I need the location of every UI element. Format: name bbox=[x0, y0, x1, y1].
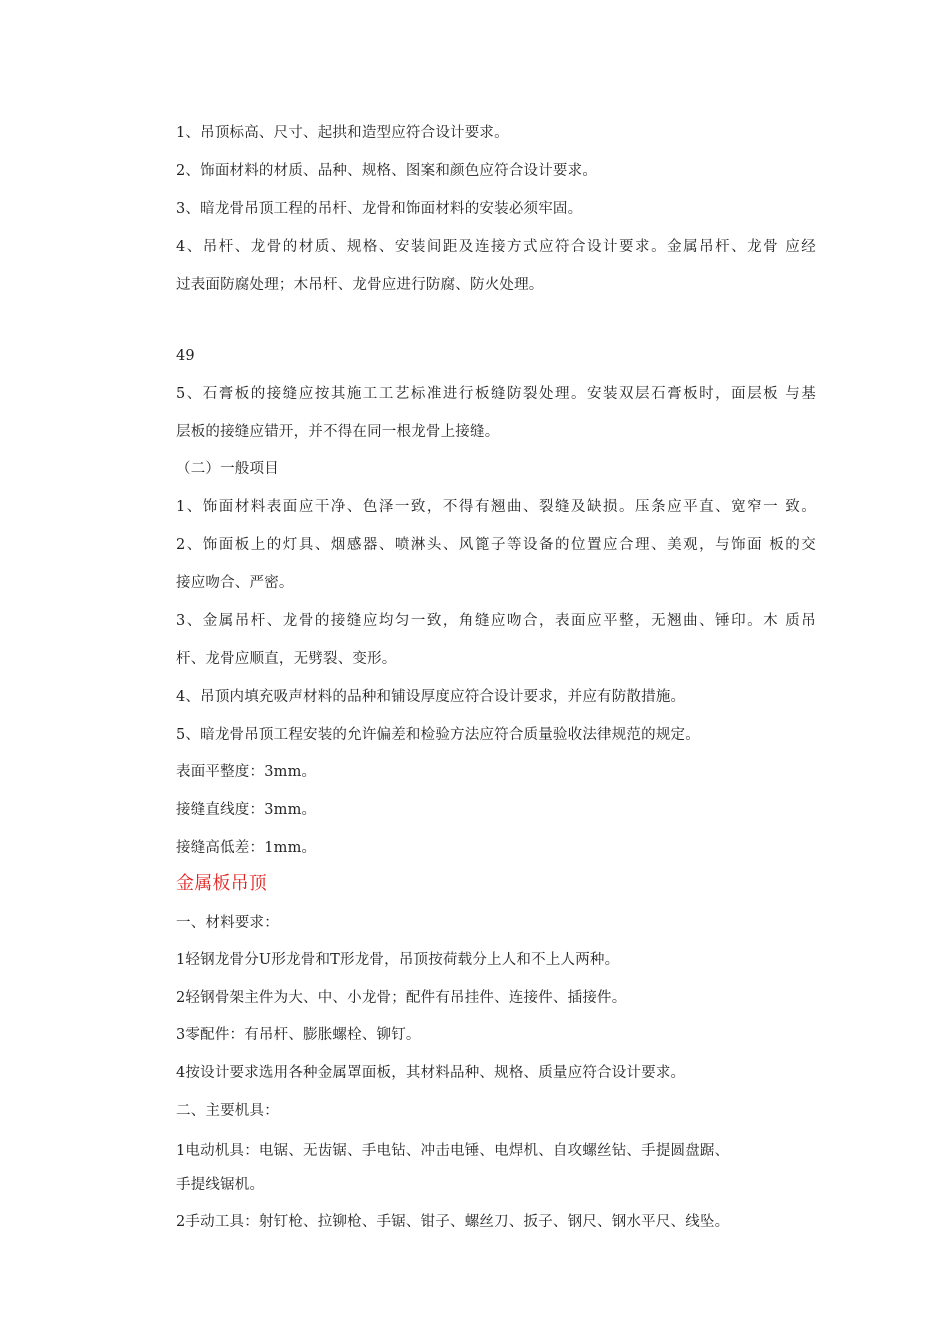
general-item-3-line-1: 3、金属吊杆、龙骨的接缝应均匀一致，角缝应吻合，表面应平整，无翘曲、锤印。木 质吊 bbox=[176, 613, 816, 629]
main-item-4-line-2: 过表面防腐处理；木吊杆、龙骨应进行防腐、防火处理。 bbox=[176, 277, 544, 293]
main-item-1: 1、吊顶标高、尺寸、起拱和造型应符合设计要求。 bbox=[176, 125, 509, 141]
materials-item-3: 3零配件：有吊杆、膨胀螺栓、铆钉。 bbox=[176, 1027, 421, 1043]
materials-item-1: 1轻钢龙骨分U形龙骨和T形龙骨，吊顶按荷载分上人和不上人两种。 bbox=[176, 952, 620, 968]
general-items-heading: （二）一般项目 bbox=[176, 461, 279, 477]
tools-heading: 二、主要机具： bbox=[176, 1103, 279, 1119]
tolerance-joint-straightness: 接缝直线度：3mm。 bbox=[176, 802, 317, 818]
main-item-5-line-1: 5、石膏板的接缝应按其施工工艺标准进行板缝防裂处理。安装双层石膏板时，面层板 与基 bbox=[176, 386, 816, 402]
general-item-2-line-2: 接应吻合、严密。 bbox=[176, 575, 294, 591]
page-number: 49 bbox=[176, 348, 195, 364]
general-item-4: 4、吊顶内填充吸声材料的品种和铺设厚度应符合设计要求，并应有防散措施。 bbox=[176, 689, 686, 705]
tools-item-1-line-2: 手提线锯机。 bbox=[176, 1177, 265, 1193]
tolerance-joint-height: 接缝高低差：1mm。 bbox=[176, 840, 317, 856]
section-title: 金属板吊顶 bbox=[176, 873, 267, 894]
tools-item-2: 2手动工具：射钉枪、拉铆枪、手锯、钳子、螺丝刀、扳子、钢尺、钢水平尺、线坠。 bbox=[176, 1214, 730, 1230]
main-item-3: 3、暗龙骨吊顶工程的吊杆、龙骨和饰面材料的安装必须牢固。 bbox=[176, 201, 583, 217]
general-item-5: 5、暗龙骨吊顶工程安装的允许偏差和检验方法应符合质量验收法律规范的规定。 bbox=[176, 727, 700, 743]
main-item-5-line-2: 层板的接缝应错开，并不得在同一根龙骨上接缝。 bbox=[176, 424, 500, 440]
general-item-3-line-2: 杆、龙骨应顺直，无劈裂、变形。 bbox=[176, 651, 397, 667]
materials-heading: 一、材料要求： bbox=[176, 915, 279, 931]
main-item-4-line-1: 4、吊杆、龙骨的材质、规格、安装间距及连接方式应符合设计要求。金属吊杆、龙骨 应经 bbox=[176, 239, 816, 255]
tolerance-flatness: 表面平整度：3mm。 bbox=[176, 764, 317, 780]
general-item-1: 1、饰面材料表面应干净、色泽一致，不得有翘曲、裂缝及缺损。压条应平直、宽窄一 致。 bbox=[176, 499, 816, 515]
main-item-2: 2、饰面材料的材质、品种、规格、图案和颜色应符合设计要求。 bbox=[176, 163, 598, 179]
materials-item-4: 4按设计要求选用各种金属罩面板，其材料品种、规格、质量应符合设计要求。 bbox=[176, 1065, 686, 1081]
materials-item-2: 2轻钢骨架主件为大、中、小龙骨；配件有吊挂件、连接件、插接件。 bbox=[176, 990, 627, 1006]
tools-item-1-line-1: 1电动机具：电锯、无齿锯、手电钻、冲击电锤、电焊机、自攻螺丝钻、手提圆盘踞、 bbox=[176, 1143, 730, 1159]
general-item-2-line-1: 2、饰面板上的灯具、烟感器、喷淋头、风篦子等设备的位置应合理、美观，与饰面 板的交 bbox=[176, 537, 816, 553]
